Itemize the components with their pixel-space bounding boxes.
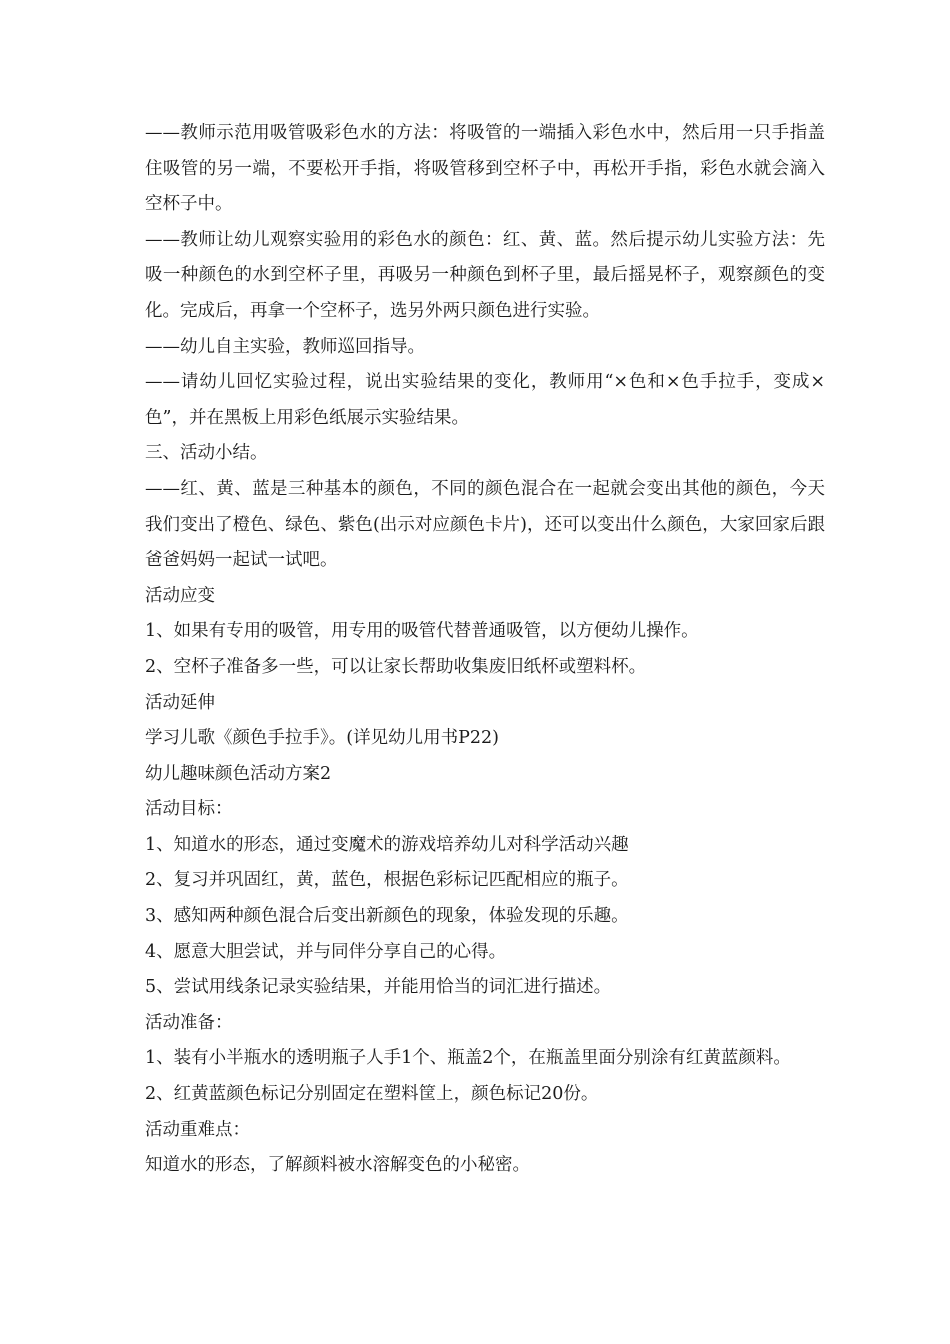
list-item-preparation-2: 2、红黄蓝颜色标记分别固定在塑料筐上，颜色标记20份。 [145,1084,599,1105]
list-item-goal-2: 2、复习并巩固红，黄，蓝色，根据色彩标记匹配相应的瓶子。 [145,870,629,891]
section-heading-goals: 活动目标： [145,799,233,820]
paragraph-key-points: 知道水的形态，了解颜料被水溶解变色的小秘密。 [145,1155,530,1176]
list-item-adaptation-2: 2、空杯子准备多一些，可以让家长帮助收集废旧纸杯或塑料杯。 [145,656,647,677]
paragraph-summary: ——红、黄、蓝是三种基本的颜色，不同的颜色混合在一起就会变出其他的颜色，今天我们变出了橙色、绿色、紫色(出示对应颜色卡片)，还可以变出什么颜色，大家回家后跟爸爸妈妈一起试一试吧。 [145,478,825,571]
section-heading-extension: 活动延伸 [145,692,215,713]
plan-title-2: 幼儿趣味颜色活动方案2 [145,763,332,784]
section-heading-summary: 三、活动小结。 [145,443,268,464]
list-item-goal-5: 5、尝试用线条记录实验结果，并能用恰当的词汇进行描述。 [145,977,612,998]
paragraph-recall-process: ——请幼儿回忆实验过程，说出实验结果的变化，教师用“×色和×色手拉手，变成×色”，并在黑板上用彩色纸展示实验结果。 [145,372,825,428]
paragraph-free-experiment: ——幼儿自主实验，教师巡回指导。 [145,336,425,357]
section-heading-key-points: 活动重难点： [145,1119,250,1140]
list-item-adaptation-1: 1、如果有专用的吸管，用专用的吸管代替普通吸管，以方便幼儿操作。 [145,621,699,642]
list-item-goal-1: 1、知道水的形态，通过变魔术的游戏培养幼儿对科学活动兴趣 [145,834,629,855]
list-item-preparation-1: 1、装有小半瓶水的透明瓶子人手1个、瓶盖2个，在瓶盖里面分别涂有红黄蓝颜料。 [145,1048,791,1069]
paragraph-teacher-demo-straw: ——教师示范用吸管吸彩色水的方法：将吸管的一端插入彩色水中，然后用一只手指盖住吸管的另一端，不要松开手指，将吸管移到空杯子中，再松开手指，彩色水就会滴入空杯子中。 [145,123,825,215]
document-body [145,116,825,1184]
list-item-goal-3: 3、感知两种颜色混合后变出新颜色的现象，体验发现的乐趣。 [145,906,629,927]
section-heading-preparation: 活动准备： [145,1012,233,1033]
paragraph-extension: 学习儿歌《颜色手拉手》。(详见幼儿用书P22) [145,728,499,749]
list-item-goal-4: 4、愿意大胆尝试，并与同伴分享自己的心得。 [145,941,507,962]
paragraph-observe-colors: ——教师让幼儿观察实验用的彩色水的颜色：红、黄、蓝。然后提示幼儿实验方法：先吸一种颜色的水到空杯子里，再吸另一种颜色到杯子里，最后摇晃杯子，观察颜色的变化。完成后，再拿一个空杯子，选另外两只颜色进行实验。 [145,229,825,321]
section-heading-adaptation: 活动应变 [145,585,215,606]
